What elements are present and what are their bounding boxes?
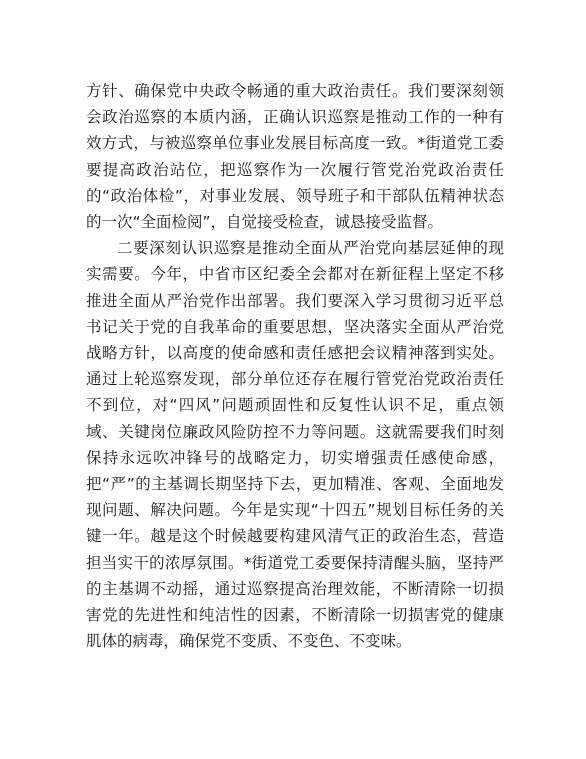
paragraph-2: 二要深刻认识巡察是推动全面从严治党向基层延伸的现实需要。今年，中省市区纪委全会都对在新征程上坚定不移推进全面从严治党作出部署。我们要深入学习贯彻习近平总书记关于党的自我革命的重要思想，坚决落实全面从严治党战略方针，以高度的使命感和责任感把会议精神落到实处。通过上轮巡察发现，部分单位还存在履行管党治党政治责任不到位，对“四风”问题顽固性和反复性认识不足，重点领域、关键岗位廉政风险防控不力等问题。这就需要我们时刻保持永远吹冲锋号的战略定力，切实增强责任感使命感，把“严”的主基调长期坚持下去，更加精准、客观、全面地发现问题、解决问题。今年是实现“十四五”规划目标任务的关键一年。越是这个时候越要构建风清气正的政治生态，营造担当实干的浓厚氛围。*街道党工委要保持清醒头脑，坚持严的主基调不动摇，通过巡察提高治理效能，不断清除一切损害党的先进性和纯洁性的因素，不断清除一切损害党的健康肌体的病毒，确保党不变质、不变色、不变味。 bbox=[86, 239, 504, 651]
paragraph-1: 方针、确保党中央政令畅通的重大政治责任。我们要深刻领会政治巡察的本质内涵，正确认识巡察是推动工作的一种有效方式，与被巡察单位事业发展目标高度一致。*街道党工委要提高政治站位，把巡察作为一次履行管党治党政治责任的“政治体检”，对事业发展、领导班子和干部队伍精神状态的一次“全面检阅”，自觉接受检查，诚恳接受监督。 bbox=[86, 82, 504, 232]
document-body bbox=[86, 78, 504, 654]
